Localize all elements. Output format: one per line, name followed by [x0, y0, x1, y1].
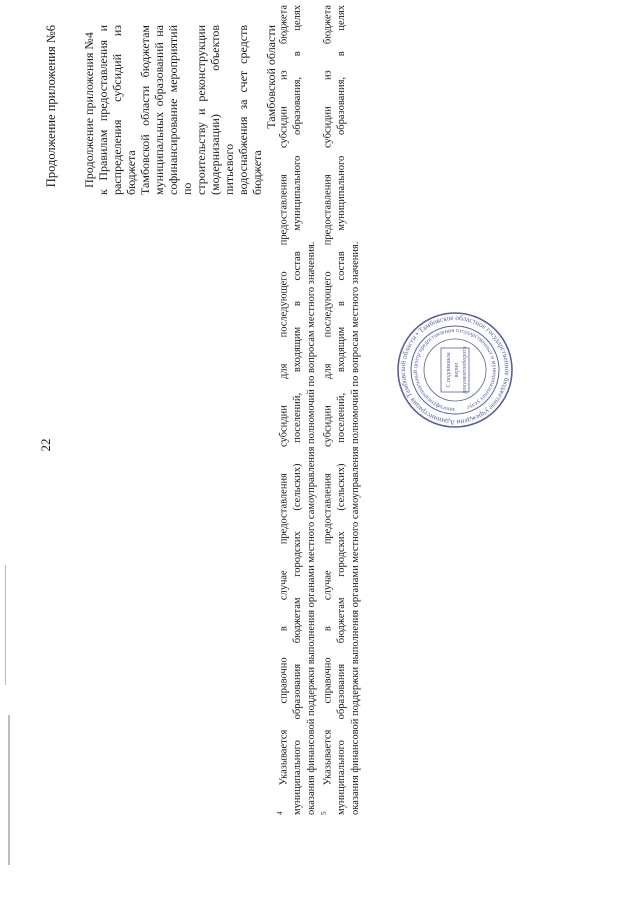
appendix-line: (модернизации) объектов питьевого	[208, 25, 236, 195]
footnote-4	[274, 5, 318, 815]
appendix-title: Продолжение приложения №4	[82, 32, 96, 188]
footnote-mark: 5	[320, 811, 328, 815]
seal-center-line: верно	[454, 362, 460, 378]
footnote-line	[274, 5, 291, 815]
continuation-title: Продолжение приложения №6	[44, 25, 58, 188]
footnote-text: Указывается справочно в случае предоставления субсидии для последующего предоставления субсидии из бюджета	[278, 4, 290, 786]
appendix-line: строительству и реконструкции	[194, 25, 208, 195]
footnote-line	[318, 5, 335, 815]
page-number: 22	[38, 438, 53, 452]
official-seal-stamp	[395, 310, 515, 430]
appendix-line: муниципальных образований на	[152, 25, 166, 195]
appendix-line: Тамбовской области бюджетам	[138, 25, 152, 195]
appendix-reference-block	[82, 25, 278, 195]
footnotes	[274, 5, 362, 815]
footnote-line: муниципального образования бюджетам городских (сельских) поселений, входящим в состав муниципального образования, в целях	[336, 5, 347, 815]
footnote-mark: 4	[276, 811, 284, 815]
seal-inner-text: многофункциональный центр предоставления государственных и муниципальных услуг	[412, 327, 498, 413]
seal-center-line: С подлинным	[446, 352, 452, 388]
appendix-line: софинансирование мероприятий по	[166, 25, 194, 195]
footnote-line: муниципального образования бюджетам городских (сельских) поселений, входящим в состав муниципального образования, в целях	[292, 5, 303, 815]
seal-outer-text: Администрация Тамбовской области • Тамбовское областное государственное бюджетное учреждени	[398, 313, 512, 427]
appendix-line: Тамбовской области	[264, 25, 278, 129]
footnote-text: Указывается справочно в случае предоставления субсидии для последующего предоставления субсидии из бюджета	[322, 4, 334, 786]
footnote-line: оказания финансовой поддержки выполнения органами местного самоуправления полномочий по вопросам местного значения.	[349, 241, 361, 815]
seal-center-line: документооборота	[462, 346, 468, 394]
footnote-5	[318, 5, 362, 815]
appendix-line: распределения субсидий из бюджета	[110, 25, 138, 195]
appendix-line: водоснабжения за счет средств бюджета	[236, 25, 264, 195]
scan-artifact-line	[8, 715, 10, 865]
appendix-line: к Правилам предоставления и	[96, 25, 110, 195]
scan-artifact-line	[5, 565, 6, 685]
footnote-line: оказания финансовой поддержки выполнения органами местного самоуправления полномочий по вопросам местного значения.	[305, 241, 317, 815]
